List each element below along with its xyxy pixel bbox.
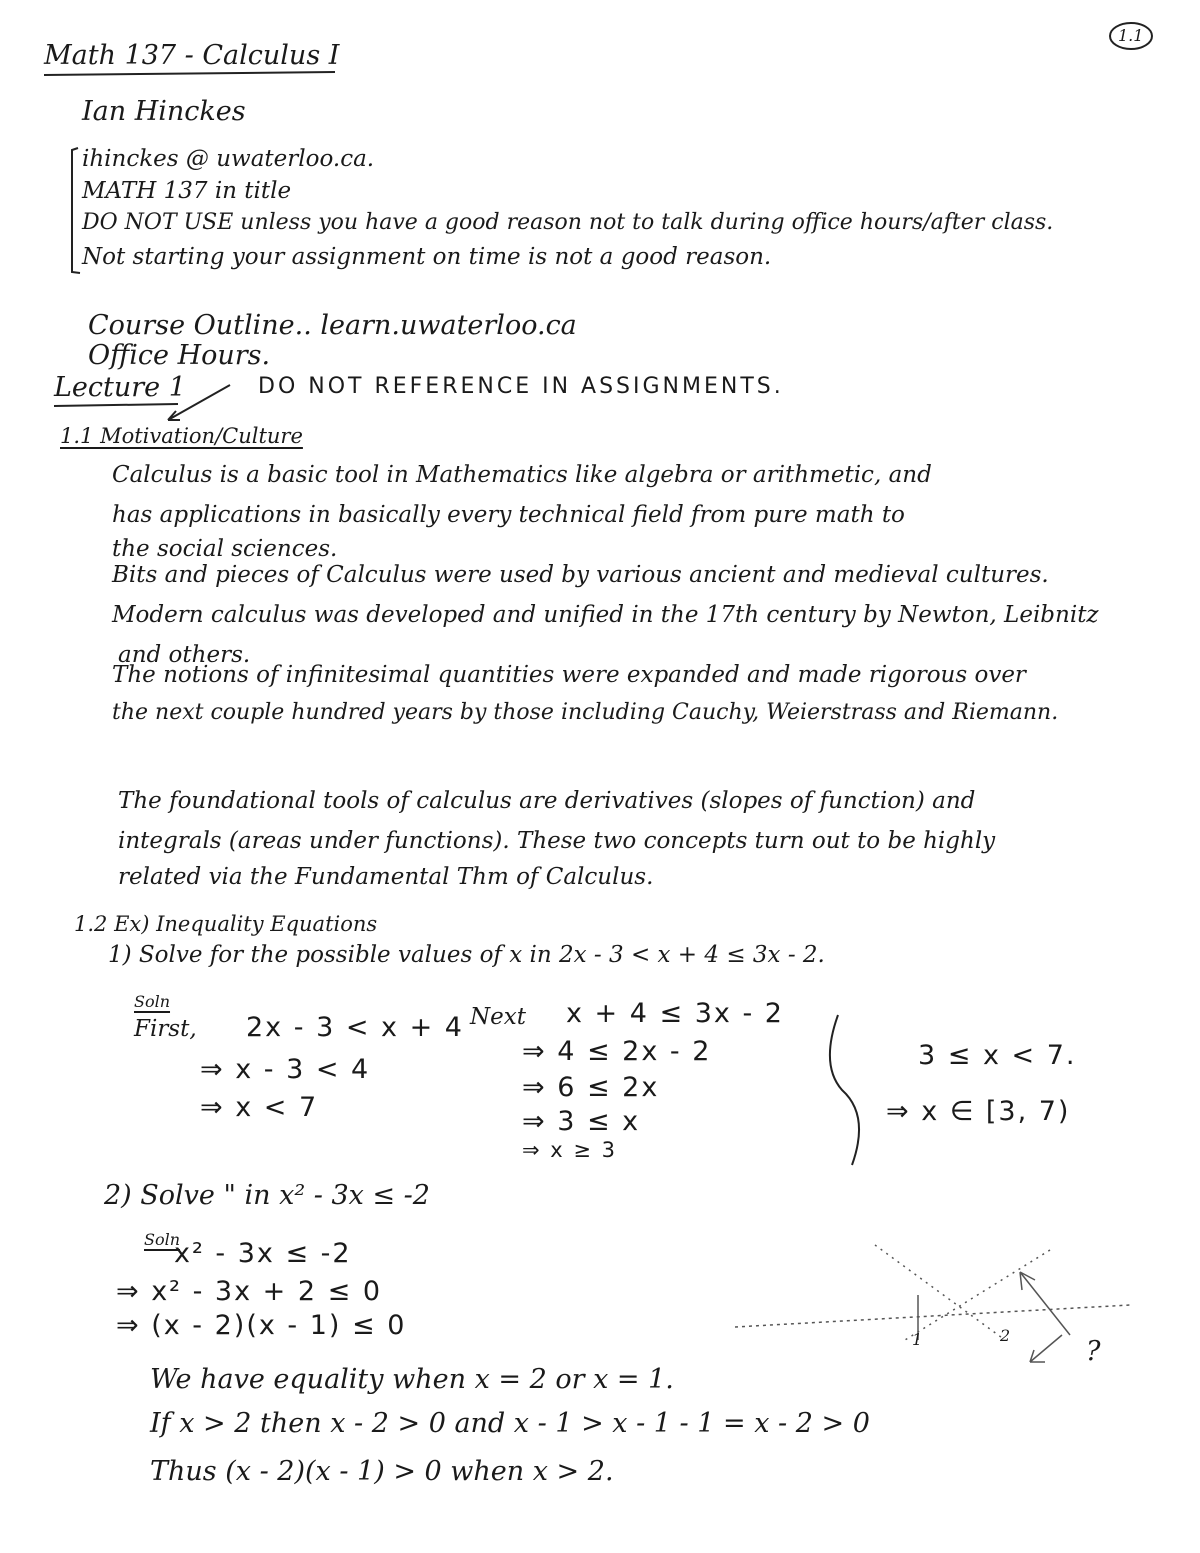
paragraph-line: Calculus is a basic tool in Mathematics like algebra or arithmetic, and <box>112 462 932 488</box>
paragraph-line: the social sciences. <box>112 536 338 562</box>
paragraph-line: Bits and pieces of Calculus were used by various ancient and medieval cultures. <box>112 562 1049 588</box>
conclusion-interval: ⇒ x ∈ [3, 7) <box>886 1096 1071 1127</box>
instructor-name: Ian Hinckes <box>82 96 246 127</box>
office-hours: Office Hours. <box>88 340 271 371</box>
paragraph-line: has applications in basically every technical field from pure math to <box>112 502 905 528</box>
next-step: ⇒ 4 ≤ 2x - 2 <box>522 1036 712 1067</box>
sketch-label-1: 1 <box>912 1330 923 1349</box>
first-step: 2x - 3 < x + 4 <box>246 1012 464 1043</box>
reasoning-line: If x > 2 then x - 2 > 0 and x - 1 > x - 1 - 1 = x - 2 > 0 <box>150 1408 870 1439</box>
sign-sketch <box>735 1245 1130 1362</box>
email-address: ihinckes @ uwaterloo.ca. <box>82 146 375 172</box>
paragraph-line: The foundational tools of calculus are derivatives (slopes of function) and <box>118 788 976 814</box>
lecture-warning: DO NOT REFERENCE IN ASSIGNMENTS. <box>258 374 784 399</box>
problem-2-statement: 2) Solve " in x² - 3x ≤ -2 <box>104 1180 430 1211</box>
paragraph-line: and others. <box>118 642 251 668</box>
next-step: ⇒ 3 ≤ x <box>522 1106 641 1137</box>
next-step: ⇒ 6 ≤ 2x <box>522 1072 660 1103</box>
reasoning-line: Thus (x - 2)(x - 1) > 0 when x > 2. <box>150 1456 614 1487</box>
section-heading-1-2: 1.2 Ex) Inequality Equations <box>74 912 378 936</box>
paragraph-line: Modern calculus was developed and unified in the 17th century by Newton, Leibnitz <box>112 602 1099 628</box>
sketch-question-mark: ? <box>1086 1336 1101 1367</box>
paragraph-line: integrals (areas under functions). These two concepts turn out to be highly <box>118 828 996 854</box>
paragraph-line: the next couple hundred years by those including Cauchy, Weierstrass and Riemann. <box>112 700 1059 725</box>
email-subject-rule: MATH 137 in title <box>82 178 292 204</box>
first-step: ⇒ x - 3 < 4 <box>200 1054 371 1085</box>
sketch-label-2: 2 <box>1000 1326 1011 1345</box>
conclusion-range: 3 ≤ x < 7. <box>918 1040 1077 1071</box>
work-step: ⇒ (x - 2)(x - 1) ≤ 0 <box>116 1310 407 1341</box>
conclusion-brace <box>830 1015 859 1165</box>
paragraph-line: The notions of infinitesimal quantities were expanded and made rigorous over <box>112 662 1026 688</box>
solution-label: Soln <box>134 992 171 1011</box>
next-label: Next <box>470 1004 526 1030</box>
lecture-title: Lecture 1 <box>54 372 186 403</box>
email-use-rule-2: Not starting your assignment on time is not a good reason. <box>82 244 772 270</box>
lecture-underline <box>54 404 178 406</box>
email-bracket <box>72 148 80 273</box>
title-underline <box>44 72 335 75</box>
section-heading-1-1: 1.1 Motivation/Culture <box>60 424 303 448</box>
paragraph-line: related via the Fundamental Thm of Calculus. <box>118 864 654 890</box>
next-step: x + 4 ≤ 3x - 2 <box>566 998 784 1029</box>
work-step: ⇒ x² - 3x + 2 ≤ 0 <box>116 1276 383 1307</box>
solution-label: Soln <box>144 1230 181 1249</box>
course-outline: Course Outline.. learn.uwaterloo.ca <box>88 310 577 341</box>
next-step: ⇒ x ≥ 3 <box>522 1138 618 1162</box>
first-label: First, <box>134 1016 197 1042</box>
work-step: x² - 3x ≤ -2 <box>174 1238 352 1269</box>
first-step: ⇒ x < 7 <box>200 1092 319 1123</box>
reasoning-line: We have equality when x = 2 or x = 1. <box>150 1364 674 1395</box>
course-title: Math 137 - Calculus I <box>44 40 340 71</box>
problem-1-statement: 1) Solve for the possible values of x in 2x - 3 < x + 4 ≤ 3x - 2. <box>108 942 825 968</box>
email-use-rule: DO NOT USE unless you have a good reason not to talk during office hours/after class. <box>82 210 1054 235</box>
page-number: 1.1 <box>1118 26 1144 45</box>
